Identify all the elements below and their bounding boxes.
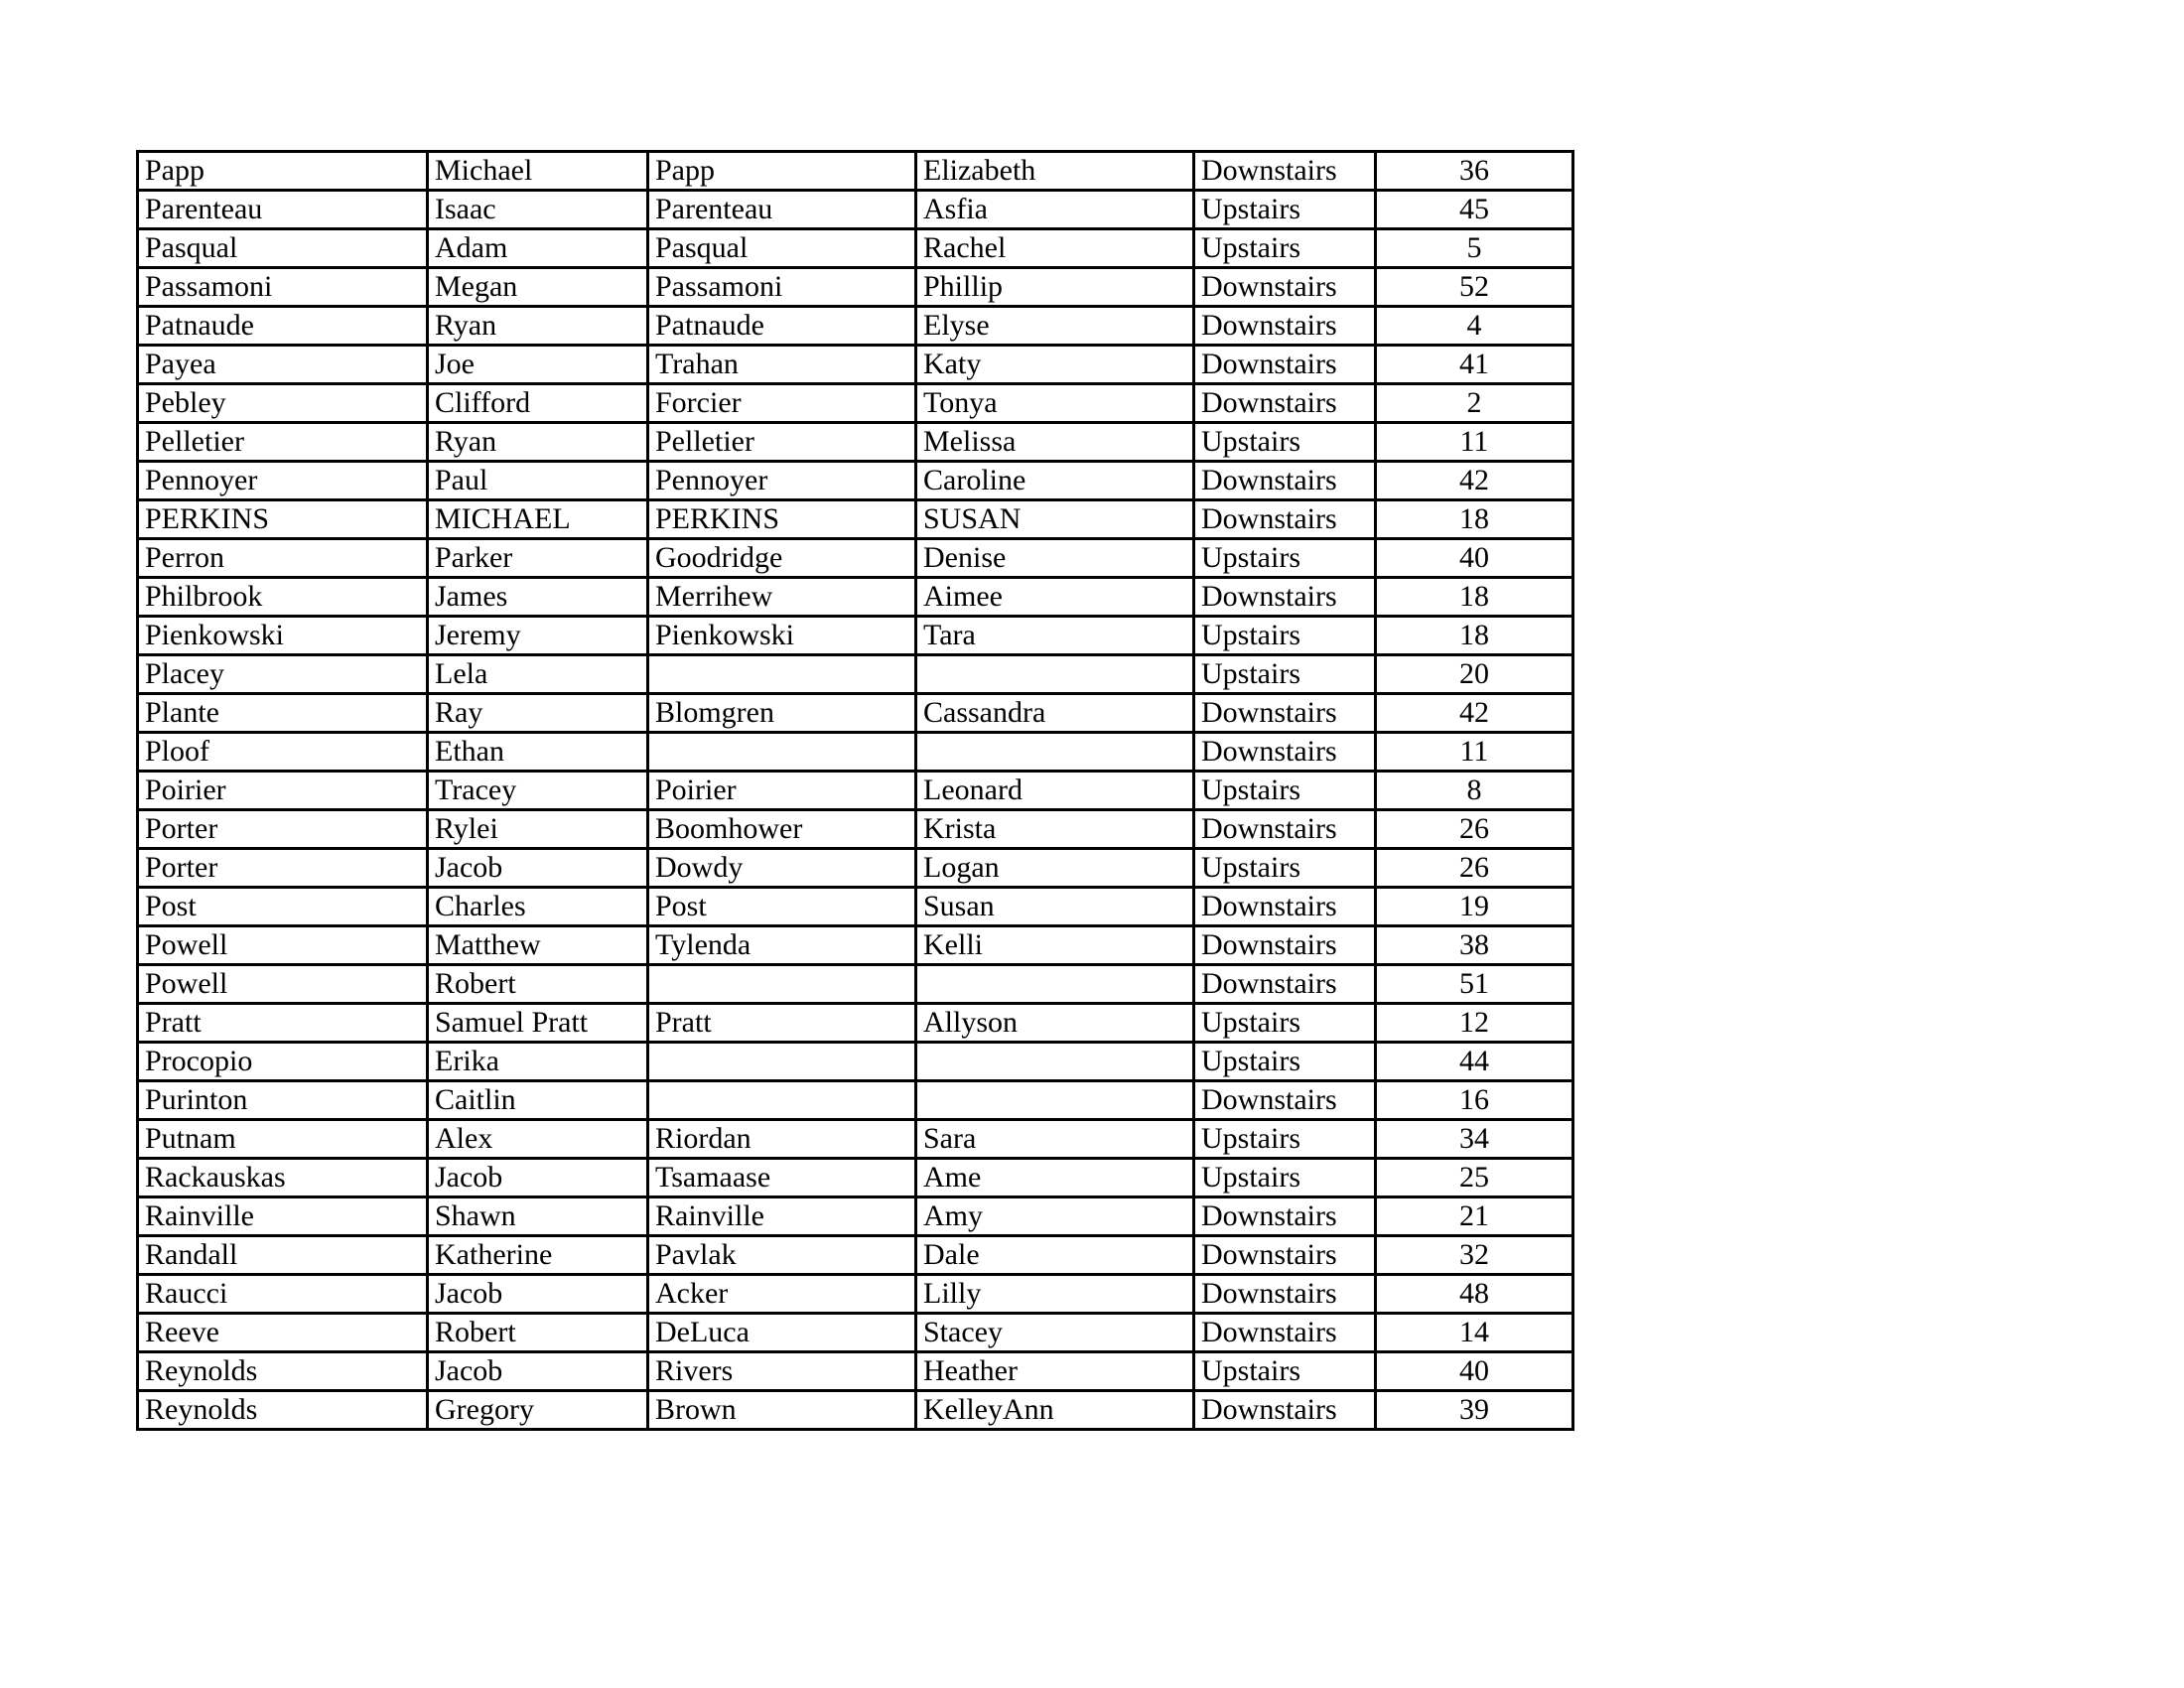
floor-cell: Upstairs	[1194, 1352, 1376, 1391]
partner-first-name-cell: Lilly	[916, 1275, 1194, 1314]
table-row	[138, 617, 1573, 655]
floor-cell: Downstairs	[1194, 1275, 1376, 1314]
table-row	[138, 462, 1573, 500]
table-row	[138, 1120, 1573, 1159]
number-cell: 18	[1376, 578, 1573, 617]
table-row	[138, 423, 1573, 462]
partner-first-name-cell: Melissa	[916, 423, 1194, 462]
floor-cell: Downstairs	[1194, 733, 1376, 772]
last-name-cell: Post	[138, 888, 428, 926]
last-name-cell: Reeve	[138, 1314, 428, 1352]
partner-first-name-cell: KelleyAnn	[916, 1391, 1194, 1430]
table-row	[138, 888, 1573, 926]
number-cell: 4	[1376, 307, 1573, 346]
floor-cell: Downstairs	[1194, 1391, 1376, 1430]
floor-cell: Downstairs	[1194, 500, 1376, 539]
partner-first-name-cell: Kelli	[916, 926, 1194, 965]
table-row	[138, 965, 1573, 1004]
partner-last-name-cell: Poirier	[648, 772, 916, 810]
first-name-cell: Jeremy	[428, 617, 648, 655]
table-row	[138, 578, 1573, 617]
floor-cell: Upstairs	[1194, 229, 1376, 268]
last-name-cell: Parenteau	[138, 191, 428, 229]
number-cell: 20	[1376, 655, 1573, 694]
floor-cell: Upstairs	[1194, 1043, 1376, 1081]
floor-cell: Downstairs	[1194, 346, 1376, 384]
number-cell: 11	[1376, 733, 1573, 772]
table-row	[138, 307, 1573, 346]
first-name-cell: Tracey	[428, 772, 648, 810]
number-cell: 26	[1376, 810, 1573, 849]
first-name-cell: Joe	[428, 346, 648, 384]
first-name-cell: Rylei	[428, 810, 648, 849]
floor-cell: Upstairs	[1194, 655, 1376, 694]
last-name-cell: Powell	[138, 965, 428, 1004]
floor-cell: Downstairs	[1194, 1314, 1376, 1352]
table-row	[138, 384, 1573, 423]
last-name-cell: Patnaude	[138, 307, 428, 346]
number-cell: 34	[1376, 1120, 1573, 1159]
number-cell: 2	[1376, 384, 1573, 423]
first-name-cell: Paul	[428, 462, 648, 500]
partner-first-name-cell: Stacey	[916, 1314, 1194, 1352]
partner-first-name-cell: Rachel	[916, 229, 1194, 268]
partner-last-name-cell: Dowdy	[648, 849, 916, 888]
first-name-cell: Alex	[428, 1120, 648, 1159]
last-name-cell: Pienkowski	[138, 617, 428, 655]
first-name-cell: Ethan	[428, 733, 648, 772]
partner-first-name-cell: Logan	[916, 849, 1194, 888]
last-name-cell: Randall	[138, 1236, 428, 1275]
last-name-cell: Rackauskas	[138, 1159, 428, 1197]
table-row	[138, 1159, 1573, 1197]
partner-last-name-cell: Passamoni	[648, 268, 916, 307]
floor-cell: Upstairs	[1194, 1159, 1376, 1197]
number-cell: 44	[1376, 1043, 1573, 1081]
table-row	[138, 926, 1573, 965]
last-name-cell: Putnam	[138, 1120, 428, 1159]
partner-first-name-cell: Denise	[916, 539, 1194, 578]
last-name-cell: Payea	[138, 346, 428, 384]
partner-last-name-cell: Rivers	[648, 1352, 916, 1391]
last-name-cell: Pasqual	[138, 229, 428, 268]
partner-last-name-cell: Blomgren	[648, 694, 916, 733]
partner-last-name-cell: Tsamaase	[648, 1159, 916, 1197]
partner-last-name-cell: Tylenda	[648, 926, 916, 965]
number-cell: 25	[1376, 1159, 1573, 1197]
partner-first-name-cell: Allyson	[916, 1004, 1194, 1043]
table-row	[138, 1081, 1573, 1120]
number-cell: 38	[1376, 926, 1573, 965]
table-row	[138, 500, 1573, 539]
number-cell: 19	[1376, 888, 1573, 926]
partner-last-name-cell: Papp	[648, 152, 916, 191]
partner-first-name-cell: Krista	[916, 810, 1194, 849]
partner-last-name-cell: Pavlak	[648, 1236, 916, 1275]
roster-table-body	[138, 152, 1573, 1430]
number-cell: 51	[1376, 965, 1573, 1004]
table-row	[138, 733, 1573, 772]
table-row	[138, 1314, 1573, 1352]
table-row	[138, 539, 1573, 578]
table-row	[138, 772, 1573, 810]
first-name-cell: Erika	[428, 1043, 648, 1081]
last-name-cell: Reynolds	[138, 1391, 428, 1430]
table-row	[138, 849, 1573, 888]
number-cell: 14	[1376, 1314, 1573, 1352]
partner-first-name-cell: Heather	[916, 1352, 1194, 1391]
floor-cell: Downstairs	[1194, 694, 1376, 733]
table-row	[138, 810, 1573, 849]
number-cell: 18	[1376, 500, 1573, 539]
table-row	[138, 1236, 1573, 1275]
table-row	[138, 655, 1573, 694]
floor-cell: Upstairs	[1194, 772, 1376, 810]
partner-first-name-cell: Sara	[916, 1120, 1194, 1159]
partner-first-name-cell: SUSAN	[916, 500, 1194, 539]
floor-cell: Downstairs	[1194, 384, 1376, 423]
first-name-cell: Gregory	[428, 1391, 648, 1430]
first-name-cell: Adam	[428, 229, 648, 268]
number-cell: 26	[1376, 849, 1573, 888]
first-name-cell: Samuel Pratt	[428, 1004, 648, 1043]
first-name-cell: Matthew	[428, 926, 648, 965]
table-row	[138, 1391, 1573, 1430]
first-name-cell: Caitlin	[428, 1081, 648, 1120]
partner-last-name-cell: Acker	[648, 1275, 916, 1314]
table-row	[138, 1004, 1573, 1043]
floor-cell: Downstairs	[1194, 888, 1376, 926]
floor-cell: Downstairs	[1194, 578, 1376, 617]
table-row	[138, 346, 1573, 384]
partner-last-name-cell: Pennoyer	[648, 462, 916, 500]
first-name-cell: MICHAEL	[428, 500, 648, 539]
partner-first-name-cell: Cassandra	[916, 694, 1194, 733]
partner-last-name-cell: Parenteau	[648, 191, 916, 229]
partner-last-name-cell: Pienkowski	[648, 617, 916, 655]
number-cell: 39	[1376, 1391, 1573, 1430]
floor-cell: Upstairs	[1194, 191, 1376, 229]
partner-last-name-cell: Pratt	[648, 1004, 916, 1043]
first-name-cell: Shawn	[428, 1197, 648, 1236]
partner-last-name-cell: Pelletier	[648, 423, 916, 462]
last-name-cell: Papp	[138, 152, 428, 191]
partner-first-name-cell: Leonard	[916, 772, 1194, 810]
number-cell: 40	[1376, 1352, 1573, 1391]
floor-cell: Downstairs	[1194, 307, 1376, 346]
first-name-cell: Ryan	[428, 423, 648, 462]
table-row	[138, 152, 1573, 191]
partner-last-name-cell: Boomhower	[648, 810, 916, 849]
number-cell: 32	[1376, 1236, 1573, 1275]
first-name-cell: Clifford	[428, 384, 648, 423]
last-name-cell: Passamoni	[138, 268, 428, 307]
partner-first-name-cell	[916, 1081, 1194, 1120]
table-row	[138, 268, 1573, 307]
last-name-cell: Ploof	[138, 733, 428, 772]
first-name-cell: Jacob	[428, 1159, 648, 1197]
partner-first-name-cell: Tara	[916, 617, 1194, 655]
table-row	[138, 229, 1573, 268]
partner-last-name-cell: Patnaude	[648, 307, 916, 346]
partner-first-name-cell	[916, 1043, 1194, 1081]
partner-last-name-cell	[648, 733, 916, 772]
first-name-cell: Megan	[428, 268, 648, 307]
partner-first-name-cell: Susan	[916, 888, 1194, 926]
partner-last-name-cell	[648, 1081, 916, 1120]
first-name-cell: James	[428, 578, 648, 617]
last-name-cell: Purinton	[138, 1081, 428, 1120]
table-row	[138, 1043, 1573, 1081]
floor-cell: Downstairs	[1194, 462, 1376, 500]
number-cell: 52	[1376, 268, 1573, 307]
first-name-cell: Lela	[428, 655, 648, 694]
number-cell: 5	[1376, 229, 1573, 268]
number-cell: 18	[1376, 617, 1573, 655]
last-name-cell: PERKINS	[138, 500, 428, 539]
partner-first-name-cell: Tonya	[916, 384, 1194, 423]
last-name-cell: Pratt	[138, 1004, 428, 1043]
floor-cell: Downstairs	[1194, 1081, 1376, 1120]
number-cell: 48	[1376, 1275, 1573, 1314]
first-name-cell: Parker	[428, 539, 648, 578]
number-cell: 36	[1376, 152, 1573, 191]
partner-last-name-cell: Rainville	[648, 1197, 916, 1236]
partner-first-name-cell: Katy	[916, 346, 1194, 384]
last-name-cell: Poirier	[138, 772, 428, 810]
floor-cell: Downstairs	[1194, 152, 1376, 191]
first-name-cell: Ray	[428, 694, 648, 733]
first-name-cell: Jacob	[428, 849, 648, 888]
number-cell: 45	[1376, 191, 1573, 229]
last-name-cell: Porter	[138, 810, 428, 849]
table-row	[138, 1197, 1573, 1236]
last-name-cell: Procopio	[138, 1043, 428, 1081]
partner-first-name-cell: Ame	[916, 1159, 1194, 1197]
table-row	[138, 191, 1573, 229]
last-name-cell: Philbrook	[138, 578, 428, 617]
partner-last-name-cell	[648, 655, 916, 694]
partner-first-name-cell: Amy	[916, 1197, 1194, 1236]
floor-cell: Downstairs	[1194, 965, 1376, 1004]
partner-last-name-cell	[648, 1043, 916, 1081]
floor-cell: Upstairs	[1194, 1004, 1376, 1043]
last-name-cell: Pennoyer	[138, 462, 428, 500]
number-cell: 41	[1376, 346, 1573, 384]
partner-first-name-cell: Aimee	[916, 578, 1194, 617]
partner-first-name-cell	[916, 733, 1194, 772]
partner-first-name-cell: Elyse	[916, 307, 1194, 346]
partner-first-name-cell: Asfia	[916, 191, 1194, 229]
table-row	[138, 1352, 1573, 1391]
last-name-cell: Pelletier	[138, 423, 428, 462]
last-name-cell: Pebley	[138, 384, 428, 423]
floor-cell: Upstairs	[1194, 849, 1376, 888]
last-name-cell: Perron	[138, 539, 428, 578]
floor-cell: Downstairs	[1194, 1236, 1376, 1275]
floor-cell: Upstairs	[1194, 423, 1376, 462]
partner-first-name-cell: Caroline	[916, 462, 1194, 500]
number-cell: 42	[1376, 694, 1573, 733]
last-name-cell: Reynolds	[138, 1352, 428, 1391]
partner-first-name-cell: Elizabeth	[916, 152, 1194, 191]
floor-cell: Downstairs	[1194, 926, 1376, 965]
table-row	[138, 694, 1573, 733]
floor-cell: Upstairs	[1194, 539, 1376, 578]
number-cell: 11	[1376, 423, 1573, 462]
floor-cell: Downstairs	[1194, 268, 1376, 307]
last-name-cell: Powell	[138, 926, 428, 965]
first-name-cell: Jacob	[428, 1275, 648, 1314]
last-name-cell: Raucci	[138, 1275, 428, 1314]
partner-first-name-cell: Dale	[916, 1236, 1194, 1275]
first-name-cell: Charles	[428, 888, 648, 926]
floor-cell: Downstairs	[1194, 1197, 1376, 1236]
first-name-cell: Robert	[428, 965, 648, 1004]
number-cell: 12	[1376, 1004, 1573, 1043]
last-name-cell: Placey	[138, 655, 428, 694]
partner-last-name-cell: PERKINS	[648, 500, 916, 539]
partner-last-name-cell: Post	[648, 888, 916, 926]
first-name-cell: Robert	[428, 1314, 648, 1352]
number-cell: 16	[1376, 1081, 1573, 1120]
last-name-cell: Porter	[138, 849, 428, 888]
partner-last-name-cell: Brown	[648, 1391, 916, 1430]
first-name-cell: Ryan	[428, 307, 648, 346]
first-name-cell: Katherine	[428, 1236, 648, 1275]
partner-last-name-cell: Merrihew	[648, 578, 916, 617]
partner-first-name-cell	[916, 655, 1194, 694]
partner-last-name-cell: Pasqual	[648, 229, 916, 268]
last-name-cell: Plante	[138, 694, 428, 733]
partner-last-name-cell: Riordan	[648, 1120, 916, 1159]
partner-first-name-cell	[916, 965, 1194, 1004]
first-name-cell: Michael	[428, 152, 648, 191]
partner-last-name-cell	[648, 965, 916, 1004]
table-row	[138, 1275, 1573, 1314]
partner-last-name-cell: Trahan	[648, 346, 916, 384]
first-name-cell: Jacob	[428, 1352, 648, 1391]
partner-last-name-cell: Goodridge	[648, 539, 916, 578]
floor-cell: Upstairs	[1194, 1120, 1376, 1159]
number-cell: 21	[1376, 1197, 1573, 1236]
first-name-cell: Isaac	[428, 191, 648, 229]
floor-cell: Downstairs	[1194, 810, 1376, 849]
floor-cell: Upstairs	[1194, 617, 1376, 655]
number-cell: 8	[1376, 772, 1573, 810]
roster-table-container	[136, 150, 1574, 1431]
partner-first-name-cell: Phillip	[916, 268, 1194, 307]
partner-last-name-cell: Forcier	[648, 384, 916, 423]
last-name-cell: Rainville	[138, 1197, 428, 1236]
number-cell: 42	[1376, 462, 1573, 500]
number-cell: 40	[1376, 539, 1573, 578]
partner-last-name-cell: DeLuca	[648, 1314, 916, 1352]
roster-table	[136, 150, 1574, 1431]
